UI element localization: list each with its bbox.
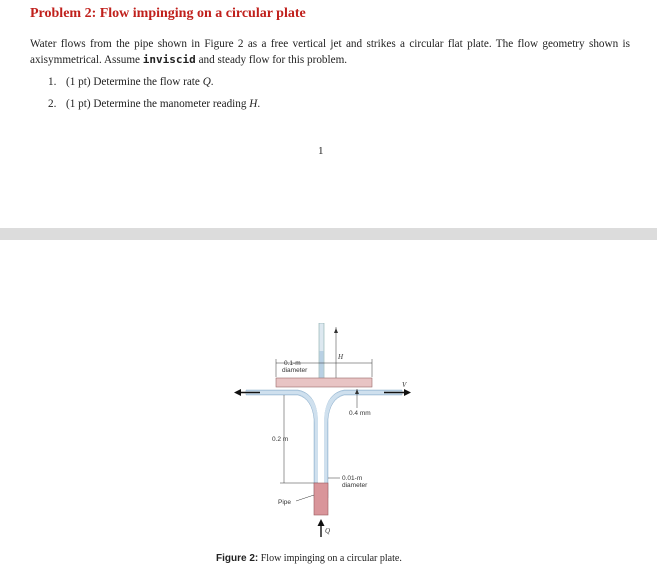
question-end: . bbox=[210, 76, 214, 88]
intro-part1: Water flows from the pipe shown in Figure 2 as a free vertical jet and strikes a circular flat plate. The flow geometry shown is axisymmetrical. Assume bbox=[30, 38, 630, 66]
arrow-right-icon bbox=[404, 389, 411, 396]
gap-label: 0.4 mm bbox=[349, 410, 371, 417]
h-arrow-icon bbox=[334, 328, 338, 333]
circular-plate bbox=[276, 378, 372, 387]
figure-caption bbox=[216, 553, 402, 564]
flow-label: Q bbox=[325, 527, 331, 535]
page-number: 1 bbox=[318, 145, 324, 157]
problem-statement bbox=[30, 36, 630, 68]
question-list bbox=[48, 74, 260, 118]
height-label: 0.2 m bbox=[272, 436, 289, 443]
question-text: (1 pt) Determine the manometer reading bbox=[66, 98, 250, 110]
page-separator bbox=[0, 228, 657, 240]
pipe-diameter-label-2: diameter bbox=[342, 482, 368, 489]
intro-part2: and steady flow for this problem. bbox=[195, 54, 348, 66]
intro-bold: inviscid bbox=[142, 53, 196, 66]
caption-text: Flow impinging on a circular plate. bbox=[260, 553, 402, 564]
plate-diameter-label-1: 0.1-m bbox=[284, 360, 301, 367]
problem-title: Problem 2: Flow impinging on a circular plate bbox=[30, 6, 306, 21]
pipe-label: Pipe bbox=[278, 499, 292, 506]
pipe-leader-line bbox=[296, 495, 314, 501]
question-1 bbox=[48, 74, 260, 96]
pipe bbox=[314, 483, 328, 515]
flow-figure bbox=[226, 323, 416, 541]
manometer-water bbox=[320, 351, 324, 379]
arrow-left-icon bbox=[234, 389, 241, 396]
page-2 bbox=[0, 240, 657, 583]
page-1 bbox=[0, 0, 657, 228]
caption-label: Figure 2: bbox=[216, 553, 259, 564]
arrow-up-icon bbox=[318, 519, 325, 526]
water-sheet bbox=[246, 391, 402, 498]
velocity-label: V bbox=[402, 381, 407, 389]
question-2 bbox=[48, 96, 260, 118]
plate-diameter-label-2: diameter bbox=[282, 367, 308, 374]
pipe-diameter-label-1: 0.01-m bbox=[342, 475, 363, 482]
question-symbol: Q bbox=[202, 76, 211, 88]
question-text: (1 pt) Determine the flow rate bbox=[66, 76, 203, 88]
question-symbol: H bbox=[249, 98, 258, 110]
manometer-label: H bbox=[338, 353, 344, 361]
question-number: 2. bbox=[48, 98, 57, 110]
question-number: 1. bbox=[48, 76, 57, 88]
question-end: . bbox=[257, 98, 261, 110]
